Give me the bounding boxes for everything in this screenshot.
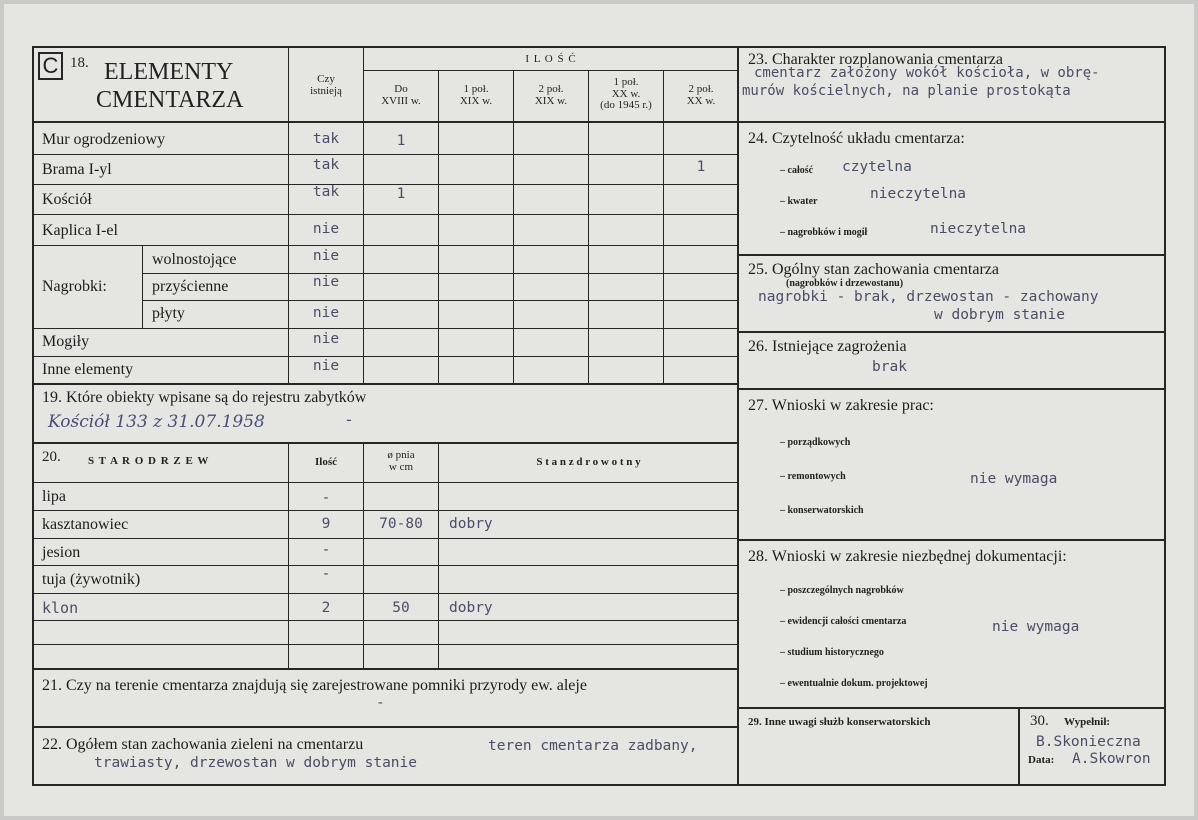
tree-diam: 50 — [392, 600, 410, 616]
divider — [737, 121, 1166, 123]
divider — [32, 214, 738, 215]
col-exists-header: Czy istnieją — [310, 73, 342, 97]
s27-answer: nie wymaga — [970, 471, 1058, 487]
tree-name: jesion — [42, 544, 81, 561]
tree-health: dobry — [449, 516, 493, 532]
s27-label: 27. Wnioski w zakresie prac: — [748, 397, 934, 414]
tree-diam: 70-80 — [379, 516, 423, 532]
nagrobki-row: wolnostojące — [152, 251, 237, 268]
s21-answer: - — [376, 695, 385, 711]
s27-item: – konserwatorskich — [780, 505, 864, 516]
s20-title: S T A R O D R Z E W — [88, 455, 210, 467]
s28-item: – studium historycznego — [780, 647, 884, 658]
divider — [32, 565, 738, 566]
divider — [142, 245, 143, 328]
element-name: Mur ogrodzeniowy — [42, 131, 166, 148]
s24-label: 24. Czytelność układu cmentarza: — [748, 130, 965, 147]
s24-item-value: czytelna — [842, 159, 912, 175]
divider — [32, 482, 738, 483]
s24-item-value: nieczytelna — [870, 186, 967, 202]
s30-date-label: Data: — [1028, 754, 1055, 766]
col-period-2: 1 poł. XIX w. — [459, 83, 493, 107]
s22-answer-line1: teren cmentarza zadbany, — [488, 738, 698, 754]
s25-label: 25. Ogólny stan zachowania cmentarza — [748, 261, 1000, 278]
s23-answer-line1: cmentarz założony wokół kościoła, w obrę- — [754, 65, 1100, 81]
divider — [663, 70, 664, 384]
divider — [1018, 707, 1020, 785]
s19-dash: - — [346, 410, 352, 430]
divider — [32, 620, 738, 621]
ilosc-header: I L O Ś Ć — [525, 53, 577, 65]
divider — [32, 121, 738, 123]
tree-name: lipa — [42, 488, 66, 505]
divider — [363, 70, 738, 71]
divider — [32, 154, 738, 155]
col-period-4: 1 poł. XX w. (do 1945 r.) — [600, 76, 652, 112]
divider — [32, 442, 738, 444]
s30-number: 30. — [1030, 713, 1049, 729]
inventory-card — [4, 4, 1194, 816]
s22-label: 22. Ogółem stan zachowania zieleni na cmentarzu — [42, 736, 364, 753]
s25-sub: (nagrobków i drzewostanu) — [786, 278, 904, 289]
s30-filled-label: Wypełnił: — [1064, 716, 1111, 728]
nagrobki-label: Nagrobki: — [42, 278, 107, 295]
divider — [32, 593, 738, 594]
nagrobki-exists: nie — [312, 248, 340, 264]
element-exists: nie — [312, 221, 340, 237]
element-name: Mogiły — [42, 333, 90, 350]
element-exists: tak — [312, 131, 340, 147]
s24-item-label: – całość — [780, 165, 814, 176]
s23-label: 23. Charakter rozplanowania cmentarza — [748, 51, 1003, 68]
divider — [363, 442, 364, 669]
tree-qty: 2 — [321, 600, 331, 616]
element-name: Kaplica I-el — [42, 222, 118, 239]
section-number: 18. — [70, 55, 89, 71]
divider — [32, 245, 738, 246]
box-letter: C — [38, 52, 63, 80]
divider — [32, 726, 738, 728]
s27-item: – porządkowych — [780, 437, 851, 448]
col-period-1: Do XVIII w. — [381, 83, 421, 107]
element-name: Brama I-yl — [42, 161, 112, 178]
s26-answer: brak — [872, 359, 907, 375]
s24-item-value: nieczytelna — [930, 221, 1027, 237]
divider — [438, 70, 439, 384]
divider — [32, 184, 738, 185]
divider — [737, 388, 1166, 390]
divider — [32, 383, 738, 385]
divider — [32, 538, 738, 539]
s30-filled-value: B.Skonieczna — [1036, 734, 1141, 750]
element-qty: 1 — [396, 186, 406, 202]
section-title-line1: ELEMENTY — [104, 59, 234, 85]
divider — [32, 668, 738, 670]
s28-label: 28. Wnioski w zakresie niezbędnej dokumentacji: — [748, 548, 1067, 565]
element-exists: tak — [312, 157, 340, 173]
nagrobki-exists: nie — [312, 274, 340, 290]
divider — [737, 254, 1166, 256]
frame-left — [32, 46, 34, 786]
s20-col-qty: Ilość — [315, 456, 337, 468]
element-qty: 1 — [696, 159, 706, 175]
section-title-line2: CMENTARZA — [96, 87, 244, 113]
tree-qty: - — [321, 490, 331, 506]
s24-item-label: – kwater — [780, 196, 818, 207]
s21-label: 21. Czy na terenie cmentarza znajdują się zarejestrowane pomniki przyrody ew. aleje — [42, 677, 587, 694]
s20-number: 20. — [42, 449, 61, 465]
tree-name: kasztanowiec — [42, 516, 129, 533]
s25-answer-line1: nagrobki - brak, drzewostan - zachowany — [758, 289, 1099, 305]
divider — [737, 539, 1166, 541]
element-exists: nie — [312, 358, 340, 374]
s28-item: – poszczególnych nagrobków — [780, 585, 904, 596]
element-name: Inne elementy — [42, 361, 134, 378]
divider — [513, 70, 514, 384]
element-qty: 1 — [396, 133, 406, 149]
s30-date-value: A.Skowron — [1072, 751, 1151, 767]
s20-col-health: S t a n z d r o w o t n y — [536, 456, 641, 468]
s26-label: 26. Istniejące zagrożenia — [748, 338, 907, 355]
s20-col-diam: ø pnia w cm — [387, 449, 415, 473]
tree-qty: - — [321, 542, 331, 558]
divider — [142, 300, 738, 301]
divider — [32, 644, 738, 645]
divider — [32, 328, 738, 329]
s28-item: – ewidencji całości cmentarza — [780, 616, 907, 627]
element-exists: tak — [312, 184, 340, 200]
divider — [142, 273, 738, 274]
s28-item: – ewentualnie dokum. projektowej — [780, 678, 928, 689]
s19-label: 19. Które obiekty wpisane są do rejestru zabytków — [42, 389, 367, 406]
element-exists: nie — [312, 331, 340, 347]
nagrobki-row: przyścienne — [152, 278, 229, 295]
divider — [588, 70, 589, 384]
tree-name: tuja (żywotnik) — [42, 571, 141, 588]
tree-name: klon — [42, 599, 79, 617]
tree-qty: - — [321, 566, 331, 582]
divider — [32, 356, 738, 357]
divider — [737, 331, 1166, 333]
s27-item: – remontowych — [780, 471, 846, 482]
column-divider — [737, 46, 739, 786]
nagrobki-row: płyty — [152, 305, 185, 322]
s29-label: 29. Inne uwagi służb konserwatorskich — [748, 716, 931, 728]
s24-item-label: – nagrobków i mogił — [780, 227, 868, 238]
divider — [438, 442, 439, 669]
nagrobki-exists: nie — [312, 305, 340, 321]
tree-qty: 9 — [321, 516, 331, 532]
s22-answer-line2: trawiasty, drzewostan w dobrym stanie — [94, 755, 418, 771]
frame-bottom — [32, 784, 1166, 786]
divider — [737, 707, 1166, 709]
s19-handwritten: Kościół 133 z 31.07.1958 — [48, 412, 265, 432]
divider — [32, 510, 738, 511]
s25-answer-line2: w dobrym stanie — [934, 307, 1065, 323]
col-period-3: 2 poł. XIX w. — [534, 83, 568, 107]
col-period-5: 2 poł. XX w. — [686, 83, 716, 107]
tree-health: dobry — [449, 600, 493, 616]
frame-right — [1164, 46, 1166, 786]
frame-top — [32, 46, 1166, 48]
s28-answer: nie wymaga — [992, 619, 1080, 635]
element-name: Kościół — [42, 191, 92, 208]
s23-answer-line2: murów kościelnych, na planie prostokąta — [742, 83, 1071, 99]
